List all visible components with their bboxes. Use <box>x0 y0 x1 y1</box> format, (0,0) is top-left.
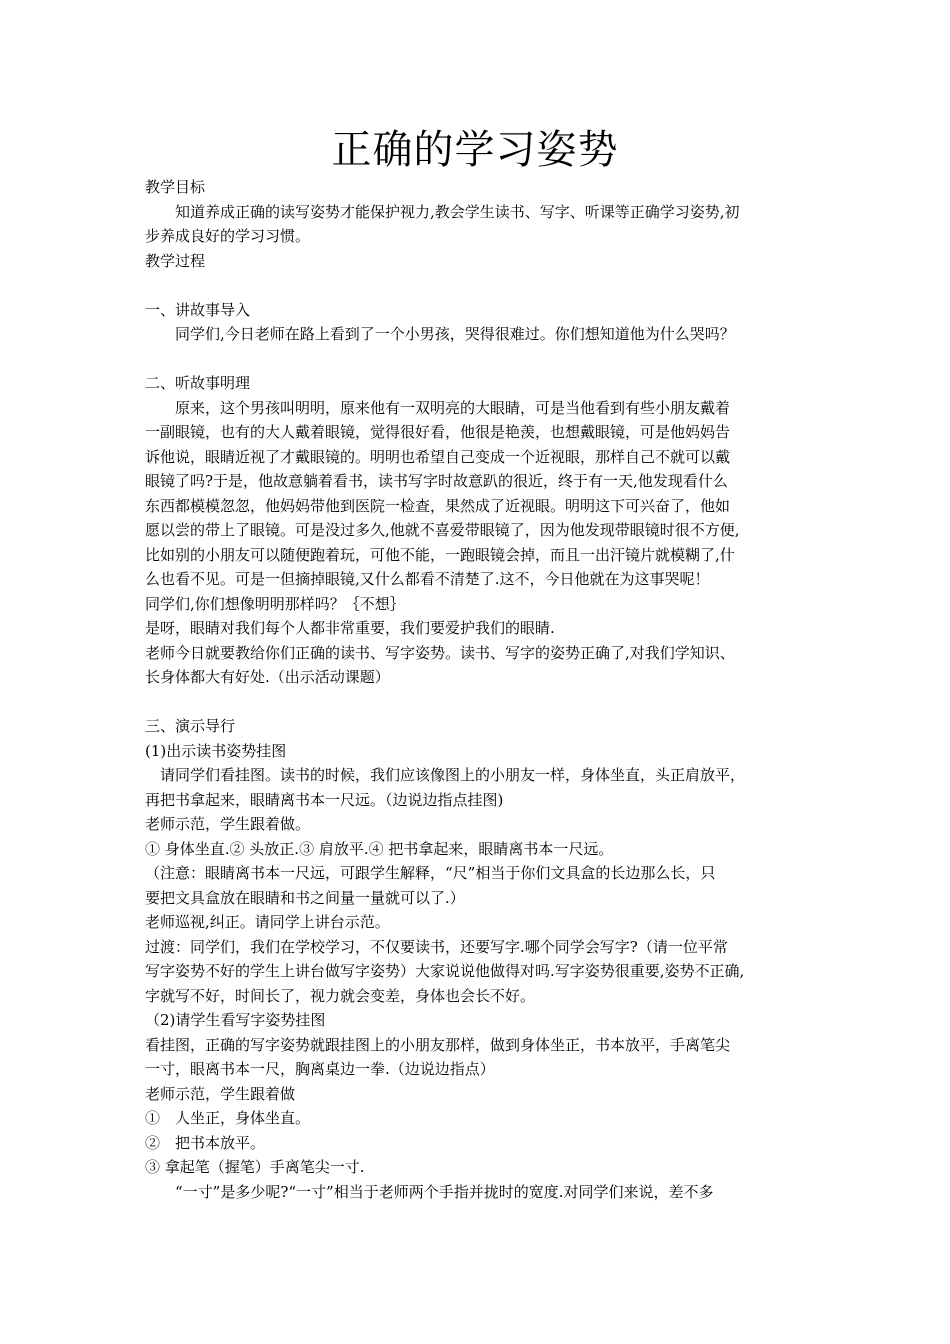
text-line: 原来，这个男孩叫明明，原来他有一双明亮的大眼睛，可是当他看到有些小朋友戴着 <box>145 398 731 417</box>
text-line: ① 人坐正，身体坐直。 <box>145 1109 311 1127</box>
text-line: 老师示范，学生跟着做。 <box>145 815 311 833</box>
blank-line <box>145 690 810 715</box>
text-line: 比如别的小朋友可以随便跑着玩，可他不能，一跑眼镜会掉，而且一出汗镜片就模糊了,什 <box>145 545 735 564</box>
text-line: 东西都模模忽忽，他妈妈带他到医院一检查，果然成了近视眼。明明这下可兴奋了，他如 <box>145 496 731 515</box>
text-line: 同学们,你们想像明明那样吗？｛不想｝ <box>145 594 405 613</box>
text-line: 老师巡视,纠正。请同学上讲台示范。 <box>145 913 390 931</box>
document-body <box>145 175 810 1204</box>
text-line: 是呀，眼睛对我们每个人都非常重要，我们要爱护我们的眼睛. <box>145 619 555 637</box>
text-line: 三、演示导行 <box>145 717 236 735</box>
text-line: 么也看不见。可是一但摘掉眼镜,又什么都看不清楚了.这不，今日他就在为这事哭呢！ <box>145 570 710 588</box>
text-line: (1)出示读书姿势挂图 <box>145 741 287 760</box>
text-line: 再把书拿起来，眼睛离书本一尺远。（边说边指点挂图) <box>145 790 504 809</box>
text-line: 诉他说，眼睛近视了才戴眼镜的。明明也希望自己变成一个近视眼，那样自己不就可以戴 <box>145 447 731 466</box>
blank-line <box>145 273 810 298</box>
text-line: 写字姿势不好的学生上讲台做写字姿势）大家说说他做得对吗.写字姿势很重要,姿势不正确, <box>145 962 745 980</box>
text-line: 长身体都大有好处.（出示活动课题） <box>145 668 390 686</box>
text-line: 过渡：同学们，我们在学校学习，不仅要读书，还要写字.哪个同学会写字?（请一位平常 <box>145 937 728 956</box>
text-line: 看挂图，正确的写字姿势就跟挂图上的小朋友那样，做到身体坐正，书本放平，手离笔尖 <box>145 1035 731 1054</box>
text-line: 一寸，眼离书本一尺，胸离桌边一拳.（边说边指点） <box>145 1060 495 1078</box>
text-line: 请同学们看挂图。读书的时候，我们应该像图上的小朋友一样，身体坐直，头正肩放平， <box>145 766 746 784</box>
text-line: 要把文具盒放在眼睛和书之间量一量就可以了.） <box>145 888 465 907</box>
text-line: 二、听故事明理 <box>145 374 251 392</box>
text-line: 眼镜了吗?于是，他故意躺着看书，读书写字时故意趴的很近，终于有一天,他发现看什么 <box>145 472 728 490</box>
text-line: 一副眼镜，也有的大人戴着眼镜，觉得很好看，他很是艳羡，也想戴眼镜，可是他妈妈告 <box>145 423 731 441</box>
text-line: ③ 拿起笔（握笔）手离笔尖一寸. <box>145 1158 365 1176</box>
text-line: （2)请学生看写字姿势挂图 <box>145 1011 326 1029</box>
text-line: 步养成良好的学习习惯。 <box>145 227 311 245</box>
text-line: 同学们,今日老师在路上看到了一个小男孩，哭得很难过。你们想知道他为什么哭吗？ <box>145 325 735 343</box>
text-line: （注意：眼睛离书本一尺远，可跟学生解释，“尺”相当于你们文具盒的长边那么长，只 <box>145 864 716 882</box>
text-line: 知道养成正确的读写姿势才能保护视力,教会学生读书、写字、听课等正确学习姿势,初 <box>145 202 740 221</box>
text-line: “一寸”是多少呢?“一寸”相当于老师两个手指并拢时的宽度.对同学们来说，差不多 <box>145 1182 714 1201</box>
text-line: ① 身体坐直.② 头放正.③ 肩放平.④ 把书拿起来，眼睛离书本一尺远。 <box>145 839 614 858</box>
page-title: 正确的学习姿势 <box>331 127 619 173</box>
text-line: 老师今日就要教给你们正确的读书、写字姿势。读书、写字的姿势正确了,对我们学知识、 <box>145 643 735 662</box>
text-line: 一、讲故事导入 <box>145 300 251 319</box>
text-line: 字就写不好，时间长了，视力就会变差，身体也会长不好。 <box>145 986 536 1005</box>
text-line: 愿以尝的带上了眼镜。可是没过多久,他就不喜爱带眼镜了，因为他发现带眼镜时很不方便, <box>145 521 740 539</box>
text-line: 教学目标 <box>145 178 206 196</box>
blank-line <box>145 347 810 372</box>
text-line: 老师示范，学生跟着做 <box>145 1084 296 1103</box>
text-line: 教学过程 <box>145 251 206 270</box>
text-line: ② 把书本放平。 <box>145 1133 266 1152</box>
